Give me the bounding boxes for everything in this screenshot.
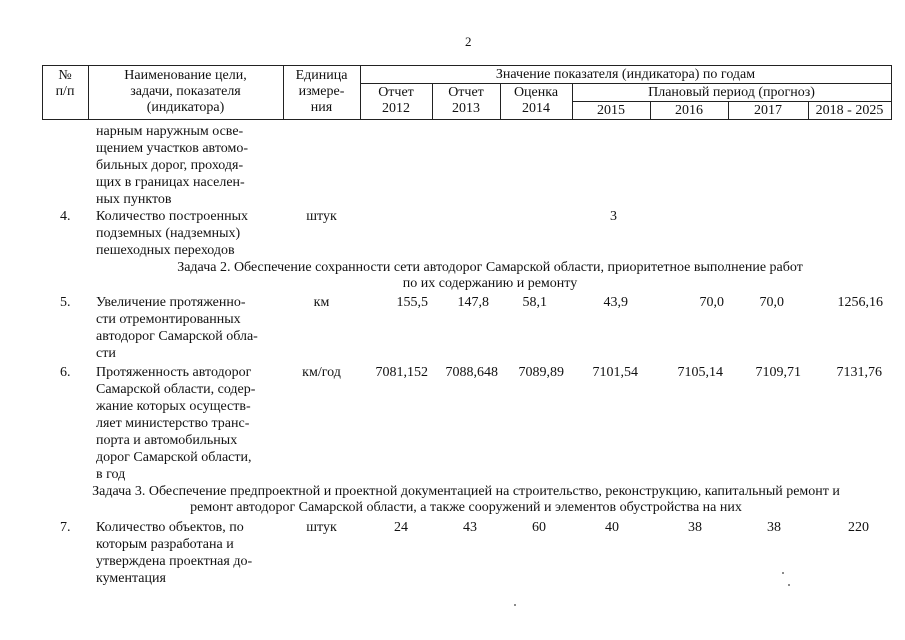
value-2013: 7088,648 [445, 365, 498, 380]
row-name: Увеличение протяженно- сти отремонтированных автодорог Самарской обла- сти [96, 295, 258, 361]
scan-speck [782, 572, 784, 574]
value-2013: 147,8 [457, 295, 489, 310]
row-name: Количество построенных подземных (надземных) пешеходных переходов [96, 209, 249, 258]
task-3-heading: Задача 3. Обеспечение предпроектной и проектной документацией на строительство, реконструкцию, капитальный ремонт и ремонт автодорог Самарской области, а также сооружений и элементов обустройства на них [92, 484, 840, 515]
value-2015: 43,9 [603, 295, 628, 310]
value-2012: 7081,152 [375, 365, 428, 380]
header-value-title: Значение показателя (индикатора) по годам [495, 67, 756, 82]
header-year-2017: 2017 [754, 103, 782, 118]
row-unit: штук [306, 520, 337, 535]
row-name: Протяженность автодорог Самарской области, содер- жание которых осуществ- ляет министерство транс- порта и автомобильных дорог Самарской области, в год [96, 365, 256, 482]
header-estimate-2014: Оценка 2014 [513, 85, 559, 116]
scan-speck [788, 584, 790, 586]
value-2014: 60 [532, 520, 546, 535]
row-unit: штук [306, 209, 337, 224]
header-report-2013: Отчет 2013 [448, 85, 484, 116]
row-number: 7. [60, 520, 71, 535]
row-number: 6. [60, 365, 71, 380]
task-2-heading: Задача 2. Обеспечение сохранности сети автодорог Самарской области, приоритетное выполнение работ по их содержанию и ремонту [177, 260, 803, 291]
value-2017: 38 [767, 520, 781, 535]
value-2015: 7101,54 [592, 365, 638, 380]
value-2016: 70,0 [699, 295, 724, 310]
value-2016: 38 [688, 520, 702, 535]
value-2013: 43 [463, 520, 477, 535]
value-2017: 7109,71 [755, 365, 801, 380]
value-2014: 7089,89 [518, 365, 564, 380]
value-2016: 7105,14 [677, 365, 723, 380]
continued-name: нарным наружным осве- щением участков автомо- бильных дорог, проходя- щих в границах населен- ных пунктов [96, 124, 249, 207]
value-2018-2025: 220 [848, 520, 869, 535]
value-2018-2025: 7131,76 [836, 365, 882, 380]
value-2015: 40 [605, 520, 619, 535]
value-2017: 70,0 [759, 295, 784, 310]
header-plan-title: Плановый период (прогноз) [648, 85, 815, 100]
row-unit: км [313, 295, 330, 310]
value-2015: 3 [610, 209, 617, 224]
header-year-2018-2025: 2018 - 2025 [815, 103, 884, 118]
header-num: № п/п [55, 68, 75, 99]
header-unit: Единица измере- ния [295, 68, 348, 115]
value-2014: 58,1 [522, 295, 547, 310]
header-report-2012: Отчет 2012 [378, 85, 414, 116]
row-name: Количество объектов, по которым разработана и утверждена проектная до- кументация [96, 520, 253, 586]
header-year-2016: 2016 [675, 103, 703, 118]
value-2018-2025: 1256,16 [837, 295, 883, 310]
header-year-2015: 2015 [597, 103, 625, 118]
value-2012: 24 [394, 520, 408, 535]
page-number: 2 [465, 34, 472, 49]
row-number: 4. [60, 209, 71, 224]
header-name: Наименование цели, задачи, показателя (индикатора) [124, 68, 247, 115]
row-unit: км/год [302, 365, 341, 380]
scan-speck [514, 604, 516, 606]
row-number: 5. [60, 295, 71, 310]
value-2012: 155,5 [396, 295, 428, 310]
